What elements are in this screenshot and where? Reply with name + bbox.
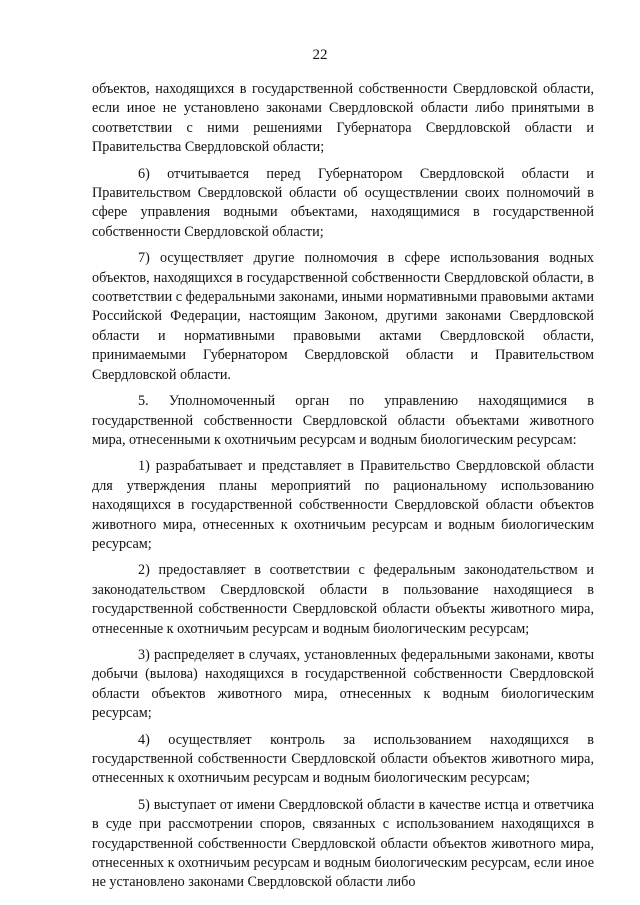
paragraph-section-5-item-5: 5) выступает от имени Свердловской области в качестве истца и ответчика в суде при рассмотрении споров, связанных с использованием находящихся в государственной собственности Свердловской области объектов животного мира, отнесенных к охотничьим ресурсам и водным биологическим ресурсам, если иное не установлено законами Свердловской области либо <box>92 796 594 891</box>
paragraph-continuation: объектов, находящихся в государственной собственности Свердловской области, если иное не установлено законами Свердловской области либо принятыми в соответствии с ними решениями Губернатора Свердловской области и Правительства Свердловской области; <box>92 81 594 156</box>
paragraph-section-5-item-4: 4) осуществляет контроль за использованием находящихся в государственной собственности Свердловской области объектов животного мира, отнесенных к охотничьим ресурсам и водным биологическим ресурсам; <box>92 731 594 787</box>
paragraph-section-5: 5. Уполномоченный орган по управлению находящимися в государственной собственности Свердловской области объектами животного мира, отнесенными к охотничьим ресурсам и водным биологическим ресурсам: <box>92 393 594 448</box>
paragraph-item-7: 7) осуществляет другие полномочия в сфере использования водных объектов, находящихся в государственной собственности Свердловской области, в соответствии с федеральными законами, иными нормативными правовыми актами Российской Федерации, настоящим Законом, другими законами Свердловской области и нормативными правовыми актами Свердловской области, принимаемыми Губернатором Свердловской области и Правительством Свердловской области. <box>92 250 594 383</box>
paragraph-item-6: 6) отчитывается перед Губернатором Свердловской области и Правительством Свердловской области об осуществлении своих полномочий в сфере управления водными объектами, находящимися в государственной собственности Свердловской области; <box>92 165 594 240</box>
paragraph-section-5-item-2: 2) предоставляет в соответствии с федеральным законодательством и законодательством Свердловской области в пользование находящиеся в государственной собственности Свердловской области объекты животного мира, отнесенные к охотничьим ресурсам и водным биологическим ресурсам; <box>92 562 594 637</box>
page-number: 22 <box>312 47 328 63</box>
paragraph-section-5-item-3: 3) распределяет в случаях, установленных федеральными законами, квоты добычи (вылова) находящихся в государственной собственности Свердловской области объектов животного мира, отнесенных к водным биологическим ресурсам; <box>92 646 594 722</box>
document-body <box>92 80 594 893</box>
paragraph-section-5-item-1: 1) разрабатывает и представляет в Правительство Свердловской области для утверждения планы мероприятий по рациональному использованию находящихся в государственной собственности Свердловской области объектов животного мира, отнесенных к охотничьим ресурсам и водным биологическим ресурсам; <box>92 458 594 552</box>
